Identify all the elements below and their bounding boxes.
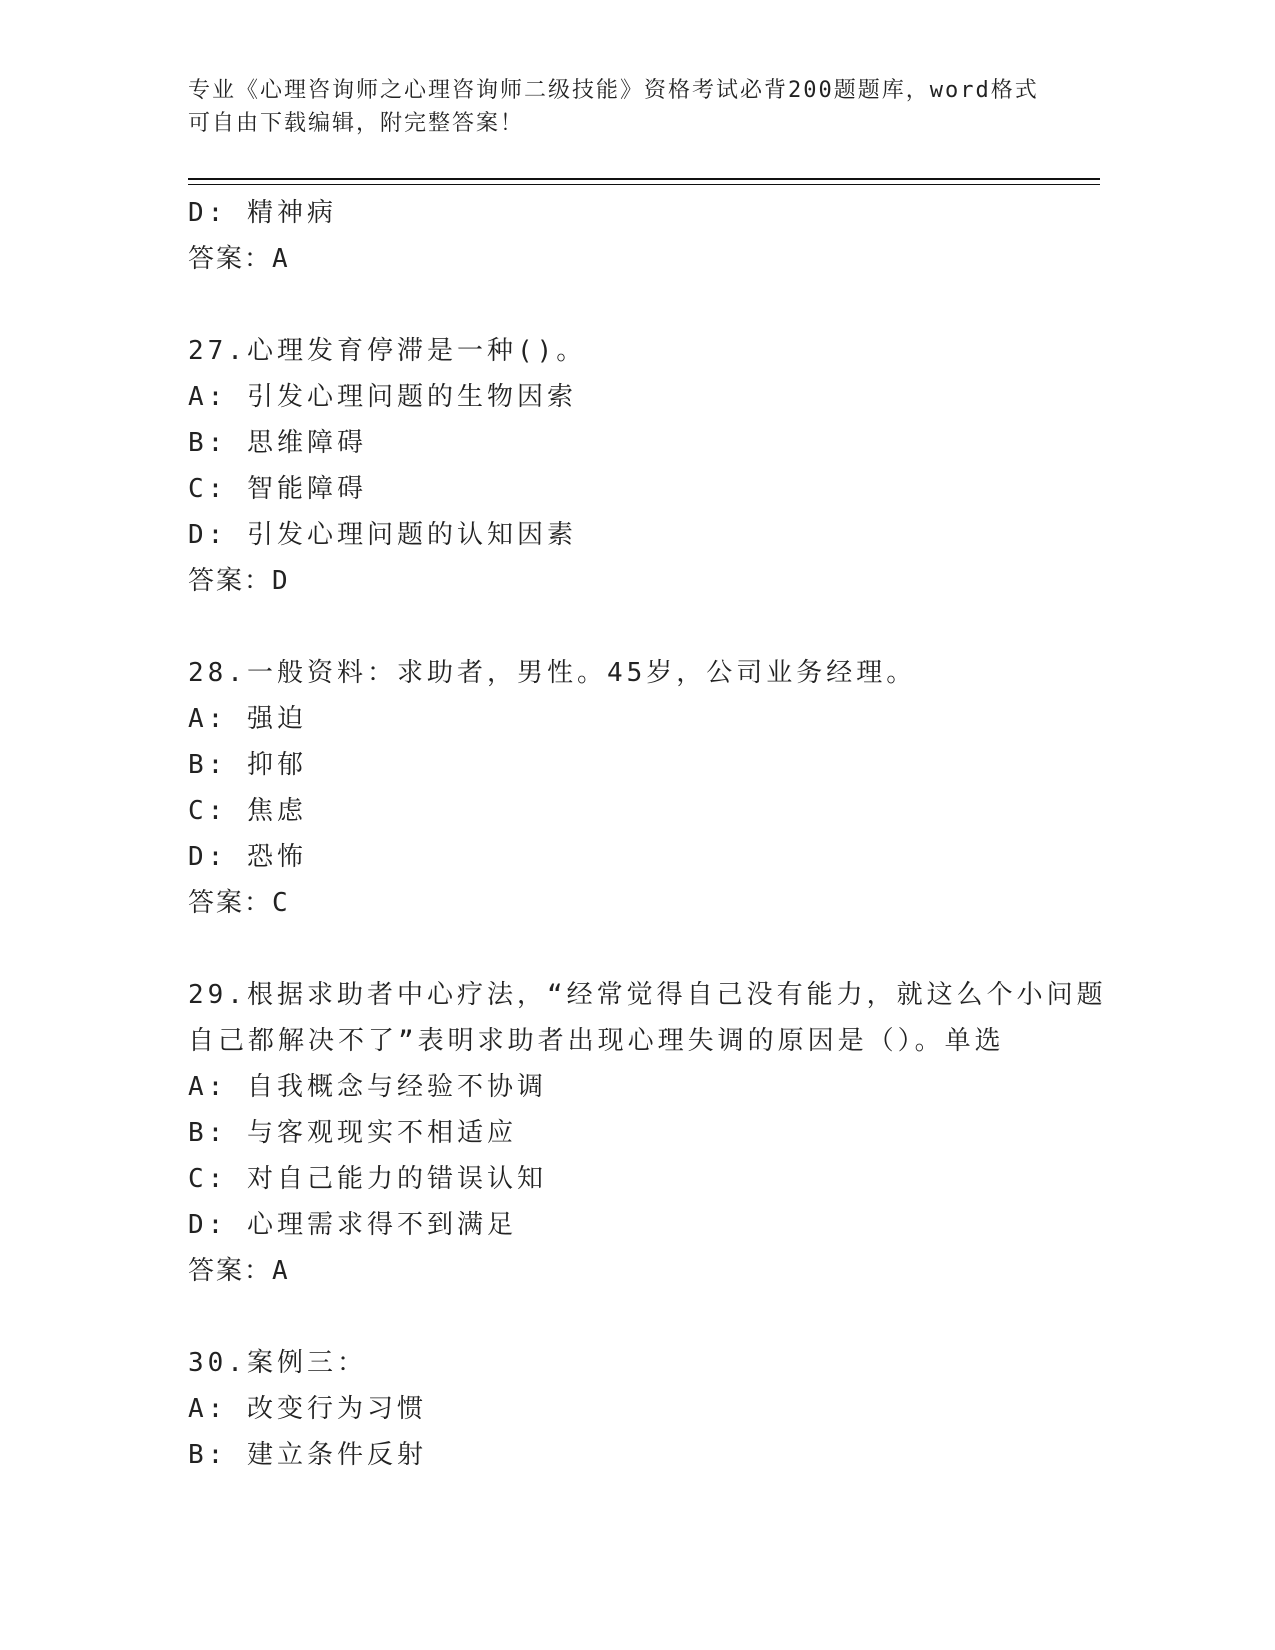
header-divider-thin	[188, 184, 1100, 185]
question-stem-line-1: 29.根据求助者中心疗法，“经常觉得自己没有能力，就这么个小问题	[188, 980, 1107, 1010]
question-content	[188, 190, 1107, 1478]
question-spacer	[188, 926, 1088, 972]
question-spacer	[188, 1294, 1088, 1340]
option-a: A: 引发心理问题的生物因索	[188, 382, 577, 412]
question-29	[188, 972, 1107, 1294]
option-b: B: 抑郁	[188, 750, 307, 780]
question-stem: 27.心理发育停滞是一种()。	[188, 336, 587, 366]
option-d: D: 引发心理问题的认知因素	[188, 520, 577, 550]
option-d: D: 恐怖	[188, 842, 307, 872]
question-28	[188, 650, 1088, 926]
question-27	[188, 328, 1088, 604]
answer-label: 答案：	[188, 1256, 273, 1286]
question-spacer	[188, 604, 1088, 650]
option-d: D: 精神病	[188, 198, 337, 228]
answer-value: C	[272, 888, 290, 918]
answer-line	[188, 558, 1088, 604]
option-a: A: 自我概念与经验不协调	[188, 1072, 547, 1102]
question-stem: 30.案例三：	[188, 1348, 367, 1378]
answer-line	[188, 236, 1088, 282]
answer-label: 答案：	[188, 566, 273, 596]
header-line-1: 专业《心理咨询师之心理咨询师二级技能》资格考试必背200题题库，word格式	[188, 78, 1039, 103]
answer-value: A	[272, 1256, 290, 1286]
header-divider-thick	[188, 178, 1100, 180]
question-spacer	[188, 282, 1088, 328]
answer-line	[188, 880, 1088, 926]
option-c: C: 对自己能力的错误认知	[188, 1164, 547, 1194]
option-d: D: 心理需求得不到满足	[188, 1210, 517, 1240]
document-header	[188, 74, 1088, 140]
option-b: B: 与客观现实不相适应	[188, 1118, 517, 1148]
answer-label: 答案：	[188, 888, 273, 918]
option-c: C: 智能障碍	[188, 474, 367, 504]
question-30	[188, 1340, 1088, 1478]
option-a: A: 强迫	[188, 704, 307, 734]
answer-value: D	[272, 566, 290, 596]
previous-question-tail	[188, 190, 1088, 282]
option-c: C: 焦虑	[188, 796, 307, 826]
answer-line	[188, 1248, 1088, 1294]
question-stem-line-2: 自己都解决不了”表明求助者出现心理失调的原因是（）。单选	[188, 1026, 1005, 1056]
option-a: A: 改变行为习惯	[188, 1394, 427, 1424]
header-line-2: 可自由下载编辑，附完整答案！	[188, 111, 525, 136]
option-b: B: 建立条件反射	[188, 1440, 427, 1470]
option-b: B: 思维障碍	[188, 428, 367, 458]
answer-label: 答案：	[188, 244, 273, 274]
answer-value: A	[272, 244, 290, 274]
question-stem: 28.一般资料：求助者，男性。45岁，公司业务经理。	[188, 658, 917, 688]
